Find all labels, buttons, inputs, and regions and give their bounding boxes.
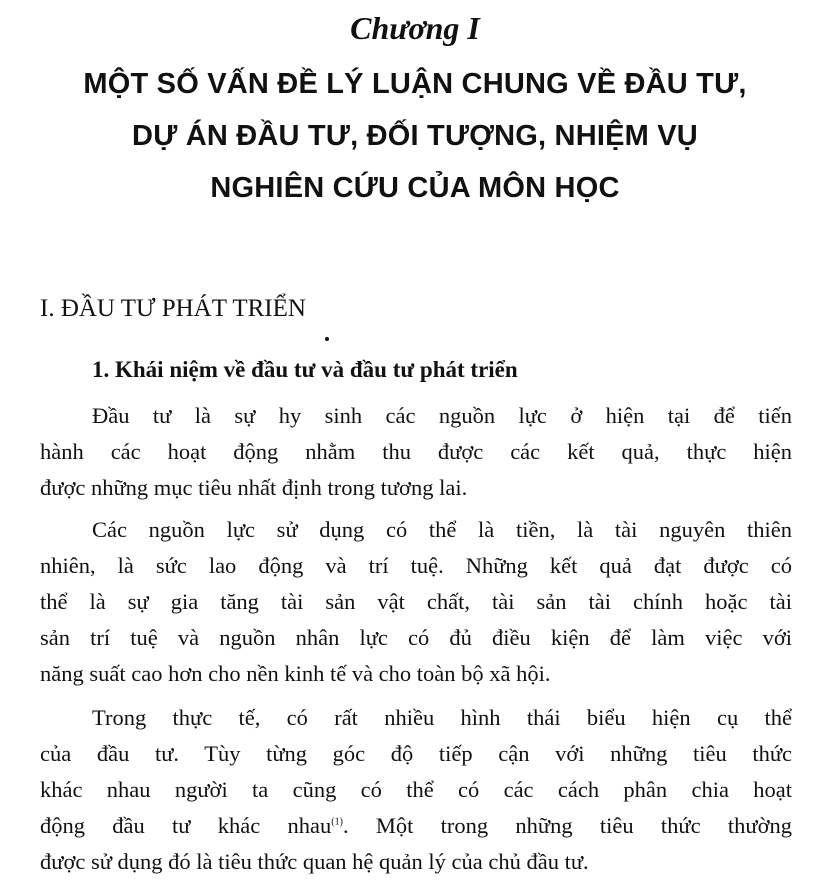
chapter-label: Chương I xyxy=(350,10,480,46)
text-line: nhiên, là sức lao động và trí tuệ. Những kết quả đạt được có xyxy=(40,553,792,578)
text-line: khác nhau người ta cũng có thể có các cách phân chia hoạt xyxy=(40,777,792,802)
chapter-title-line: MỘT SỐ VẤN ĐỀ LÝ LUẬN CHUNG VỀ ĐẦU TƯ, xyxy=(83,68,747,100)
text-line: được sử dụng đó là tiêu thức quan hệ quản lý của chủ đầu tư. xyxy=(40,849,589,874)
paragraph-1 xyxy=(40,398,792,506)
chapter-title-line: DỰ ÁN ĐẦU TƯ, ĐỐI TƯỢNG, NHIỆM VỤ xyxy=(132,120,698,152)
text-line: thể là sự gia tăng tài sản vật chất, tài sản tài chính hoặc tài xyxy=(40,589,792,614)
text-fragment: . Một trong những tiêu thức thường xyxy=(342,813,792,838)
footnote-marker[interactable]: (1) xyxy=(331,816,343,828)
subsection-heading: 1. Khái niệm về đầu tư và đầu tư phát triển xyxy=(92,357,518,382)
chapter-title xyxy=(40,58,790,214)
text-line: được những mục tiêu nhất định trong tương lai. xyxy=(40,475,468,500)
text-line: Các nguồn lực sử dụng có thể là tiền, là tài nguyên thiên xyxy=(92,517,792,542)
paragraph-2 xyxy=(40,512,792,692)
chapter-title-line: NGHIÊN CỨU CỦA MÔN HỌC xyxy=(210,172,620,204)
print-speck xyxy=(325,337,329,341)
text-fragment: động đầu tư khác nhau xyxy=(40,813,332,838)
text-line: của đầu tư. Tùy từng góc độ tiếp cận với những tiêu thức xyxy=(40,741,792,766)
text-line: Trong thực tế, có rất nhiều hình thái biểu hiện cụ thể xyxy=(92,705,792,730)
paragraph-3 xyxy=(40,700,792,880)
text-line: năng suất cao hơn cho nền kinh tế và cho toàn bộ xã hội. xyxy=(40,661,551,686)
text-line: sản trí tuệ và nguồn nhân lực có đủ điều kiện để làm việc với xyxy=(40,625,792,650)
text-line-with-footnote xyxy=(40,808,792,844)
text-line: Đầu tư là sự hy sinh các nguồn lực ở hiện tại để tiến xyxy=(92,403,792,428)
section-heading: I. ĐẦU TƯ PHÁT TRIỂN xyxy=(40,295,306,322)
text-line: hành các hoạt động nhằm thu được các kết quả, thực hiện xyxy=(40,439,792,464)
